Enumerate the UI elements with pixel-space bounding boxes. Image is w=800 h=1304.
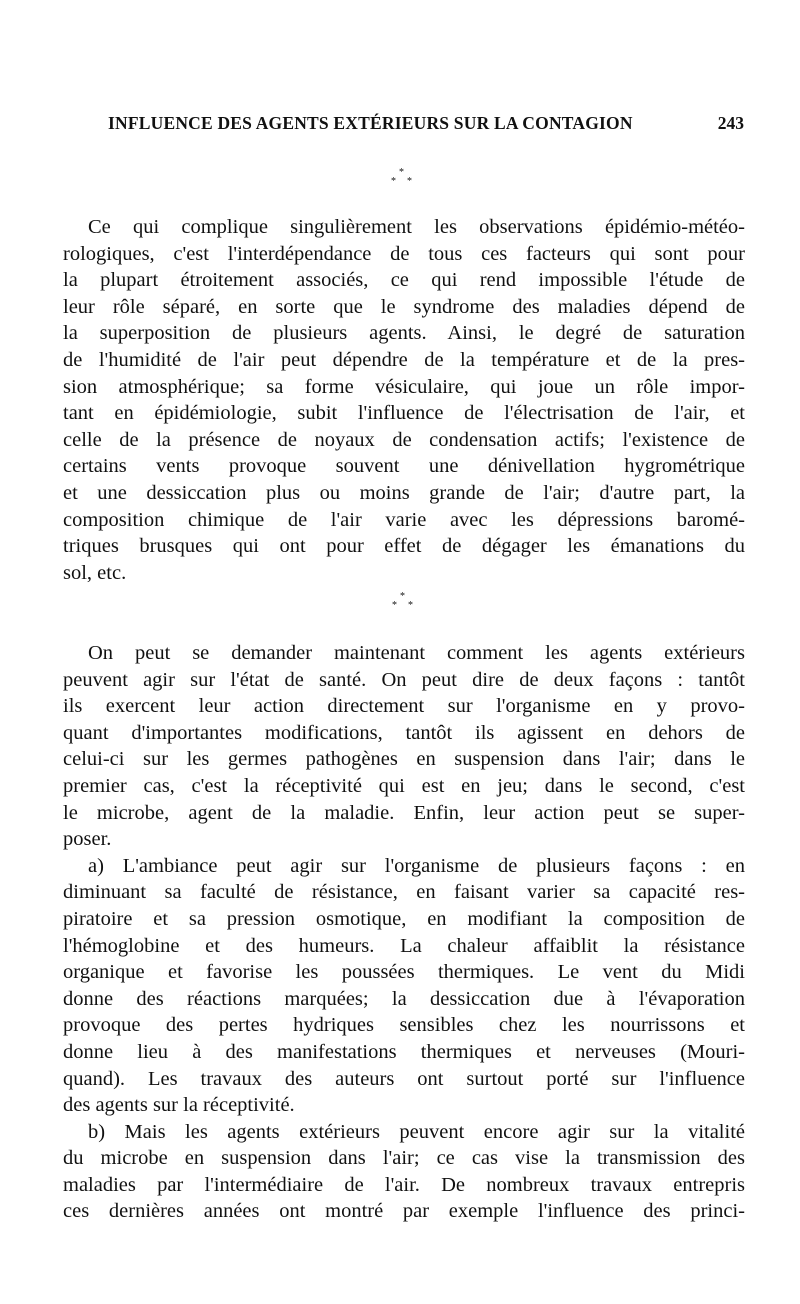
paragraph-external-agents [63,640,745,1225]
text-line: ces dernières années ont montré par exemple l'influence des princi- [63,1200,745,1223]
section-separator-asterism [385,592,425,614]
text-line: certains vents provoque souvent une dénivellation hygrométrique [63,455,745,478]
text-line: donne des réactions marquées; la dessiccation due à l'évaporation [63,987,745,1010]
asterism-star: * [392,600,397,611]
asterism-star: * [391,176,396,187]
asterism-star: * [408,600,413,611]
text-line: leur rôle séparé, en sorte que le syndrome des maladies dépend de [63,295,745,318]
paragraph-epidemio-meteorological [63,214,745,586]
text-line: provoque des pertes hydriques sensibles chez les nourrissons et [63,1014,745,1037]
text-line: diminuant sa faculté de résistance, en faisant varier sa capacité res- [63,881,745,904]
text-line: donne lieu à des manifestations thermiques et nerveuses (Mouri- [63,1040,745,1063]
text-line: rologiques, c'est l'interdépendance de tous ces facteurs qui sont pour [63,242,745,265]
text-line: des agents sur la réceptivité. [63,1094,295,1117]
text-line: celle de la présence de noyaux de condensation actifs; l'existence de [63,428,745,451]
text-line: maladies par l'intermédiaire de l'air. De nombreux travaux entrepris [63,1173,745,1196]
running-head [108,113,744,139]
text-line: et une dessiccation plus ou moins grande de l'air; d'autre part, la [63,481,745,504]
running-title: INFLUENCE DES AGENTS EXTÉRIEURS SUR LA CONTAGION [108,113,633,133]
text-line: sol, etc. [63,561,127,584]
text-line: Ce qui complique singulièrement les observations épidémio-météo- [88,216,745,238]
text-line: organique et favorise les poussées thermiques. Le vent du Midi [63,961,745,984]
text-line: composition chimique de l'air varie avec les dépressions baromé- [63,508,745,531]
text-line: a) L'ambiance peut agir sur l'organisme de plusieurs façons : en [88,854,745,877]
text-line: triques brusques qui ont pour effet de dégager les émanations du [63,535,745,558]
text-line: du microbe en suspension dans l'air; ce cas vise la transmission des [63,1147,745,1170]
text-line: b) Mais les agents extérieurs peuvent encore agir sur la vitalité [88,1120,745,1143]
text-line: poser. [63,828,112,851]
text-line: ils exercent leur action directement sur l'organisme en y provo- [63,695,745,718]
text-line: On peut se demander maintenant comment les agents extérieurs [88,642,745,664]
text-line: tant en épidémiologie, subit l'influence de l'électrisation de l'air, et [63,402,745,425]
text-line: la superposition de plusieurs agents. Ainsi, le degré de saturation [63,322,745,345]
text-line: quant d'importantes modifications, tantôt ils agissent en dehors de [63,721,745,744]
text-line: de l'humidité de l'air peut dépendre de la température et de la pres- [63,348,745,371]
text-line: sion atmosphérique; sa forme vésiculaire, qui joue un rôle impor- [63,375,745,398]
asterism-star: * [407,176,412,187]
text-line: piratoire et sa pression osmotique, en modifiant la composition de [63,907,745,930]
text-line: le microbe, agent de la maladie. Enfin, leur action peut se super- [63,801,745,824]
section-separator-asterism [384,168,424,190]
text-line: peuvent agir sur l'état de santé. On peut dire de deux façons : tantôt [63,668,745,691]
text-line: l'hémoglobine et des humeurs. La chaleur affaiblit la résistance [63,934,745,957]
asterism-star: * [399,167,404,178]
page-number: 243 [717,113,744,133]
text-line: premier cas, c'est la réceptivité qui est en jeu; dans le second, c'est [63,774,745,797]
asterism-star: * [400,591,405,602]
text-line: la plupart étroitement associés, ce qui rend impossible l'étude de [63,269,745,292]
text-line: celui-ci sur les germes pathogènes en suspension dans l'air; dans le [63,748,745,771]
text-line: quand). Les travaux des auteurs ont surtout porté sur l'influence [63,1067,745,1090]
